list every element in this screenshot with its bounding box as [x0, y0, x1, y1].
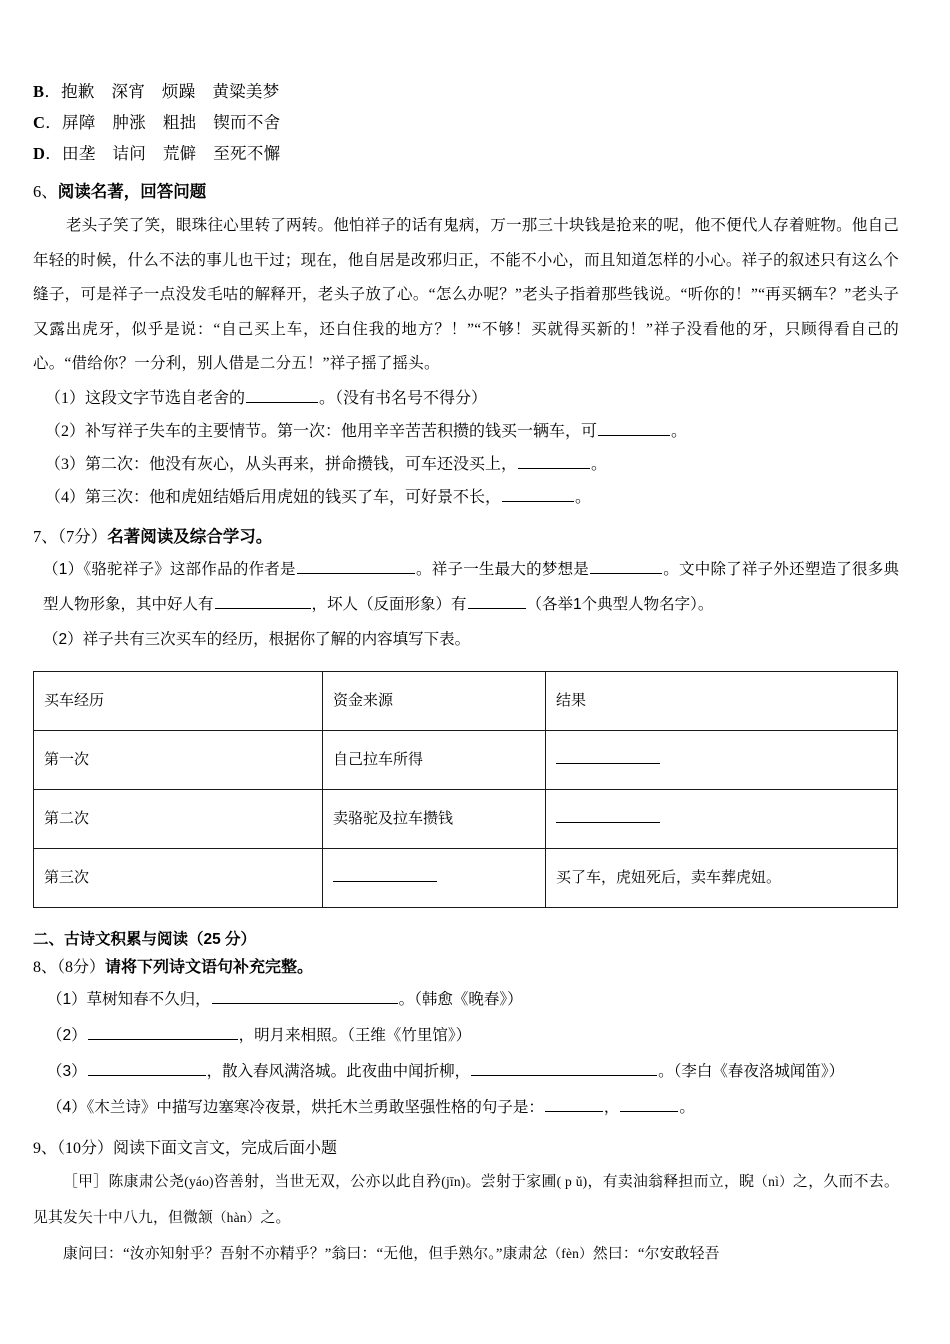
question-6-passage: 老头子笑了笑，眼珠往心里转了两转。他怕祥子的话有鬼病，万一那三十块钱是抢来的呢，他不便代人存着赃物。他自己年轻的时候，什么不法的事儿也干过；现在，他自居是改邪归正，不能不小心，而且知道怎样的小心。祥子的叙述只有这么个缝子，可是祥子一点没发毛咕的解释开，老头子放了心。“怎么办呢？”老头子指着那些钱说。“听你的！”“再买辆车？”老头子又露出虎牙，似乎是说：“自己买上车，还白住我的地方？！”“不够！买就得买新的！”祥子没看他的牙，只顾得看自己的心。“借给你？一分利，别人借是二分五！”祥子摇了摇头。: [33, 217, 899, 372]
pinyin-fen: （fèn）: [547, 1245, 593, 1261]
pinyin-ni: （nì）: [754, 1173, 794, 1189]
question-8-item-3: [33, 1054, 899, 1090]
passage-part-3: 。尝射于家圃: [465, 1173, 557, 1190]
choice-dot-d: ．: [45, 144, 63, 163]
table-cell-result: 买了车，虎妞死后，卖车葬虎妞。: [546, 848, 898, 907]
table-header-result: 结果: [546, 671, 898, 730]
question-8-number: 8、: [33, 958, 58, 976]
answer-blank[interactable]: [333, 867, 437, 882]
page-content: [33, 76, 899, 1272]
table-header-row: [34, 671, 898, 730]
question-7-title: 名著阅读及综合学习。: [107, 527, 273, 546]
item-text-after: ，: [603, 1098, 620, 1116]
item-text-after-2: 。: [679, 1098, 695, 1116]
pinyin-pu: ( p ǔ): [556, 1173, 588, 1189]
question-7-number: 7、: [33, 526, 58, 546]
item-segment-4: ，坏人（反面形象）有: [311, 595, 467, 613]
item-text-after: 。: [575, 488, 592, 506]
item-text-before: 草树知春不久归，: [86, 990, 211, 1008]
pinyin-jin: (jīn): [441, 1173, 466, 1189]
item-text-before: 这段文字节选自老舍的: [85, 389, 246, 407]
question-7-item-2: [33, 622, 899, 657]
question-8-heading: [33, 954, 899, 982]
section-2-heading: 二、古诗文积累与阅读（25 分）: [33, 930, 257, 948]
passage-part-2: 咨善射，当世无双，公亦以此自矜: [213, 1173, 442, 1190]
item-marker: （3）: [47, 1062, 87, 1080]
answer-blank[interactable]: [88, 1024, 238, 1040]
question-6-title: 阅读名著，回答问题: [57, 182, 207, 201]
passage-part-4: ，有卖油翁释担而立，睨: [587, 1173, 755, 1190]
answer-blank[interactable]: [598, 419, 670, 435]
table-header-source: 资金来源: [323, 671, 546, 730]
item-text-after: 。: [671, 422, 688, 440]
passage-part-1: 陈康肃公尧: [108, 1173, 185, 1190]
item-marker: （1）: [43, 560, 84, 578]
question-9-number: 9、: [33, 1139, 58, 1157]
choice-label-c: C: [33, 113, 46, 132]
question-6-item-1: [33, 382, 899, 415]
item-marker: （4）: [47, 1098, 87, 1116]
item-segment-5: （各举1个典型人物名字）。: [526, 595, 714, 613]
question-8-item-1: [33, 982, 899, 1018]
answer-blank-goodperson[interactable]: [215, 593, 311, 609]
table-row: [34, 789, 898, 848]
item-segment-1: 《骆驼祥子》这部作品的作者是: [83, 560, 296, 578]
answer-blank[interactable]: [246, 386, 318, 402]
item-text-after: 。（韩愈《晚春》）: [398, 990, 523, 1008]
question-8-score: （8分）: [57, 958, 106, 976]
item-text-before: 《木兰诗》中描写边塞寒冷夜景，烘托木兰勇敢坚强性格的句子是：: [86, 1098, 544, 1116]
question-9-title: 阅读下面文言文，完成后面小题: [113, 1139, 338, 1157]
question-6-item-2: [33, 415, 899, 448]
pinyin-han: （hàn）: [212, 1209, 261, 1225]
choice-option-d: [33, 138, 899, 169]
question-9-heading: [33, 1134, 899, 1164]
answer-blank[interactable]: [556, 808, 660, 823]
choice-dot-c: ．: [45, 113, 63, 132]
choice-list: [33, 76, 899, 169]
item-text: 祥子共有三次买车的经历，根据你了解的内容填写下表。: [82, 630, 471, 648]
item-text-before: 补写祥子失车的主要情节。第一次：他用辛辛苦苦积攒的钱买一辆车，可: [85, 422, 598, 440]
question-6-number: 6、: [33, 182, 58, 201]
table-cell-experience: 第一次: [34, 730, 323, 789]
answer-blank[interactable]: [212, 988, 398, 1004]
item-segment-2: 。祥子一生最大的梦想是: [415, 560, 590, 578]
answer-blank-author[interactable]: [297, 558, 415, 574]
table-cell-source: 自己拉车所得: [323, 730, 546, 789]
choice-text-b: 抱歉 深宵 烦躁 黄粱美梦: [61, 82, 280, 101]
choice-text-d: 田垄 诘问 荒僻 至死不懈: [62, 144, 281, 163]
answer-blank-dream[interactable]: [590, 558, 662, 574]
answer-blank-first[interactable]: [88, 1060, 206, 1076]
answer-blank-first[interactable]: [545, 1096, 603, 1112]
classical-passage-dialogue: [33, 1236, 899, 1272]
choice-label-d: D: [33, 144, 46, 163]
question-9-score: （10分）: [57, 1139, 114, 1157]
item-marker: （3）: [45, 455, 86, 473]
question-8-item-4: [33, 1090, 899, 1126]
question-7-item-1: [33, 552, 899, 622]
table-cell-result: [546, 730, 898, 789]
table-cell-experience: 第二次: [34, 789, 323, 848]
table-cell-result: [546, 789, 898, 848]
question-8-title: 请将下列诗文语句补充完整。: [105, 958, 314, 976]
passage-part-5: 之，久而不去。见其发矢十中八九，但微颔: [33, 1173, 899, 1226]
item-text-after-2: 。（李白《春夜洛城闻笛》）: [658, 1062, 845, 1080]
answer-blank[interactable]: [518, 452, 590, 468]
buy-car-table: [33, 671, 898, 908]
table-header-experience: 买车经历: [34, 671, 323, 730]
item-marker: （4）: [45, 488, 86, 506]
answer-blank-badperson[interactable]: [468, 593, 526, 609]
answer-blank-second[interactable]: [471, 1060, 657, 1076]
item-text-before: 第二次：他没有灰心，从头再来，拼命攒钱，可车还没买上，: [85, 455, 518, 473]
classical-passage-jia: [33, 1164, 899, 1236]
passage-part-6: 之。: [260, 1209, 291, 1226]
choice-dot-b: ．: [44, 82, 62, 101]
item-text-after: ，散入春风满洛城。此夜曲中闻折柳，: [206, 1062, 471, 1080]
pinyin-yao: (yáo): [184, 1173, 214, 1189]
item-marker: （1）: [47, 990, 87, 1008]
item-marker: （1）: [45, 389, 86, 407]
item-text-after: 。: [591, 455, 608, 473]
table-row: [34, 730, 898, 789]
table-cell-source: 卖骆驼及拉车攒钱: [323, 789, 546, 848]
question-6-item-4: [33, 481, 899, 514]
dialogue-part-2: 然曰：“尔安敢轻吾: [592, 1245, 720, 1262]
item-marker: （2）: [45, 422, 86, 440]
choice-option-b: [33, 76, 899, 107]
dialogue-part-1: 康问曰：“汝亦知射乎？吾射不亦精乎？”翁曰：“无他，但手熟尔。”康肃忿: [63, 1245, 548, 1262]
table-cell-experience: 第三次: [34, 848, 323, 907]
question-7-score: （7分）: [57, 526, 108, 546]
passage-marker-jia: ［甲］: [63, 1173, 109, 1190]
answer-blank-second[interactable]: [620, 1096, 678, 1112]
answer-blank[interactable]: [502, 485, 574, 501]
question-6-item-3: [33, 448, 899, 481]
item-text-before: 第三次：他和虎妞结婚后用虎妞的钱买了车，可好景不长，: [85, 488, 502, 506]
choice-text-c: 屏障 肿涨 粗拙 锲而不舍: [62, 113, 281, 132]
question-7-heading: [33, 522, 899, 552]
question-8-item-2: [33, 1018, 899, 1054]
answer-blank[interactable]: [556, 749, 660, 764]
item-text-after: 。（没有书名号不得分）: [319, 389, 488, 407]
choice-label-b: B: [33, 82, 45, 101]
question-6-heading: [33, 177, 899, 207]
item-marker: （2）: [43, 630, 83, 648]
choice-option-c: [33, 107, 899, 138]
item-marker: （2）: [47, 1026, 87, 1044]
table-cell-source: [323, 848, 546, 907]
item-text-after: ，明月来相照。（王维《竹里馆》）: [238, 1026, 472, 1044]
table-row: [34, 848, 898, 907]
item-segment-3: 。文中除了祥子外还塑造了很多典型人物形象，其中好人有: [43, 560, 899, 613]
